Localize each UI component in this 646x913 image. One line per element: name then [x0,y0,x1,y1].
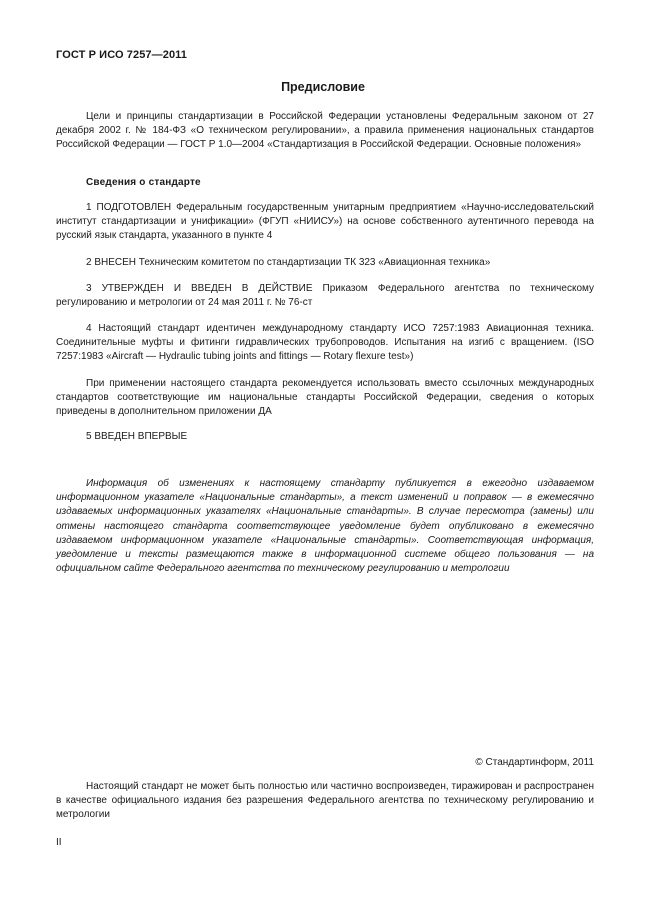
reproduction-notice: Настоящий стандарт не может быть полностью или частично воспроизведен, тиражирован и распространен в качестве официального издания без разрешения Федерального агентства по техническому регулированию и метрологии [56,781,594,821]
changes-info-notice: Информация об изменениях к настоящему стандарту публикуется в ежегодно издаваемом информационном указателе «Национальные стандарты», а текст изменений и поправок — в ежемесячно издаваемых информационных указателях «Национальные стандарты». В случае пересмотра (замены) или отмены настоящего стандарта соответствующее уведомление будет опубликовано в ежемесячно издаваемом информационном указателе «Национальные стандарты». Соответствующая информация, уведомление и тексты размещаются также в информационной системе общего пользования — на официальном сайте Федерального агентства по техническому регулированию и метрологии [56,478,594,575]
item-first-introduced: 5 ВВЕДЕН ВПЕРВЫЕ [86,431,188,442]
references-note: При применении настоящего стандарта рекомендуется использовать вместо ссылочных международных стандартов соответствующие им национальные стандарты Российской Федерации, сведения о которых приведены в дополнительном приложении ДА [56,378,594,418]
copyright-line: © Стандартинформ, 2011 [475,757,594,768]
section-heading: Сведения о стандарте [86,177,201,188]
item-identical: 4 Настоящий стандарт идентичен международному стандарту ИСО 7257:1983 Авиационная техника. Соединительные муфты и фитинги гидравлических трубопроводов. Испытания на изгиб с вращением. (ISO 7257:1983 «Aircraft — Hydraulic tubing joints and fittings — Rotary flexure test») [56,323,594,363]
item-prepared: 1 ПОДГОТОВЛЕН Федеральным государственным унитарным предприятием «Научно-исследовательский институт стандартизации и унификации» (ФГУП «НИИСУ») на основе собственного аутентичного перевода на русский язык стандарта, указанного в пункте 4 [56,202,594,242]
page-number: II [56,837,62,848]
intro-paragraph: Цели и принципы стандартизации в Российской Федерации установлены Федеральным законом от 27 декабря 2002 г. № 184-ФЗ «О техническом регулировании», а правила применения национальных стандартов Российской Федерации — ГОСТ Р 1.0—2004 «Стандартизация в Российской Федерации. Основные положения» [56,111,594,151]
item-approved: 3 УТВЕРЖДЕН И ВВЕДЕН В ДЕЙСТВИЕ Приказом Федерального агентства по техническому регулированию и метрологии от 24 мая 2011 г. № 76-ст [56,283,594,309]
item-submitted: 2 ВНЕСЕН Техническим комитетом по стандартизации ТК 323 «Авиационная техника» [86,257,491,268]
standard-code-header: ГОСТ Р ИСО 7257—2011 [56,49,188,61]
page-title: Предисловие [281,80,365,94]
